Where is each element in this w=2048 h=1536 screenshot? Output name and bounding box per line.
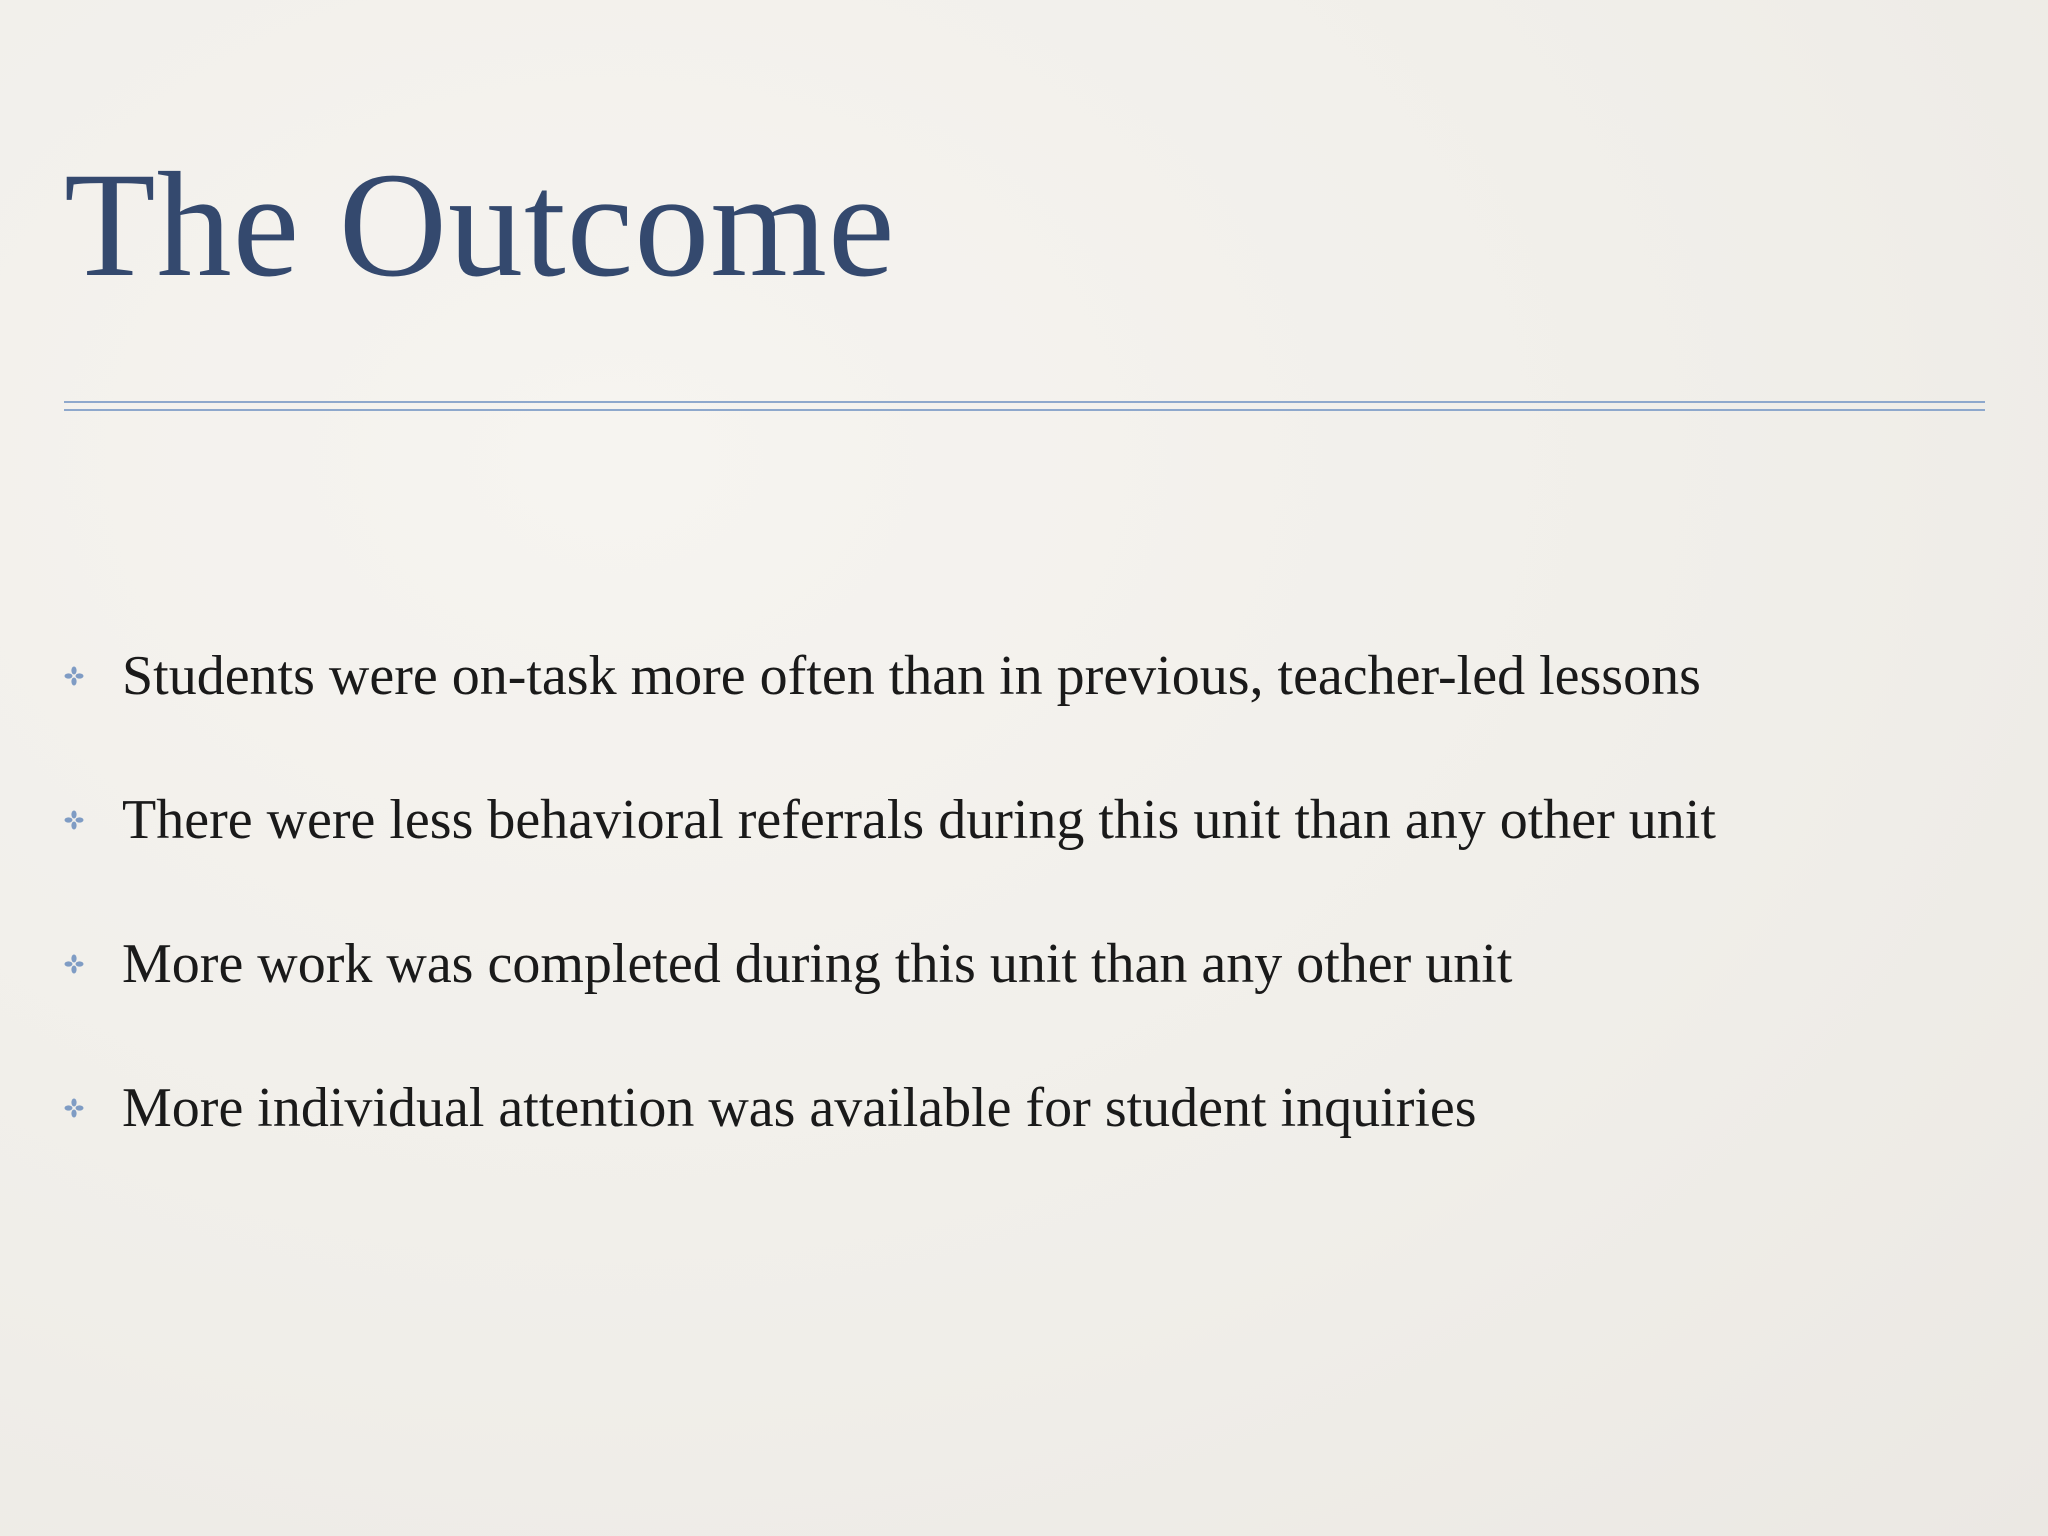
title-divider bbox=[64, 401, 1985, 411]
list-item bbox=[64, 1072, 1964, 1144]
bullet-text: There were less behavioral referrals during this unit than any other unit bbox=[122, 789, 1716, 851]
four-petal-flower-icon bbox=[64, 954, 84, 974]
bullet-text: Students were on-task more often than in previous, teacher-led lessons bbox=[122, 645, 1701, 707]
bullet-text: More work was completed during this unit than any other unit bbox=[122, 933, 1513, 995]
divider-line-bottom bbox=[64, 409, 1985, 411]
list-item bbox=[64, 784, 1964, 856]
list-item bbox=[64, 928, 1964, 1000]
four-petal-flower-icon bbox=[64, 1098, 84, 1118]
divider-line-top bbox=[64, 401, 1985, 403]
four-petal-flower-icon bbox=[64, 666, 84, 686]
bullet-list bbox=[64, 640, 1964, 1216]
bullet-text: More individual attention was available for student inquiries bbox=[122, 1077, 1477, 1139]
list-item bbox=[64, 640, 1964, 712]
slide-title: The Outcome bbox=[64, 142, 896, 308]
four-petal-flower-icon bbox=[64, 810, 84, 830]
